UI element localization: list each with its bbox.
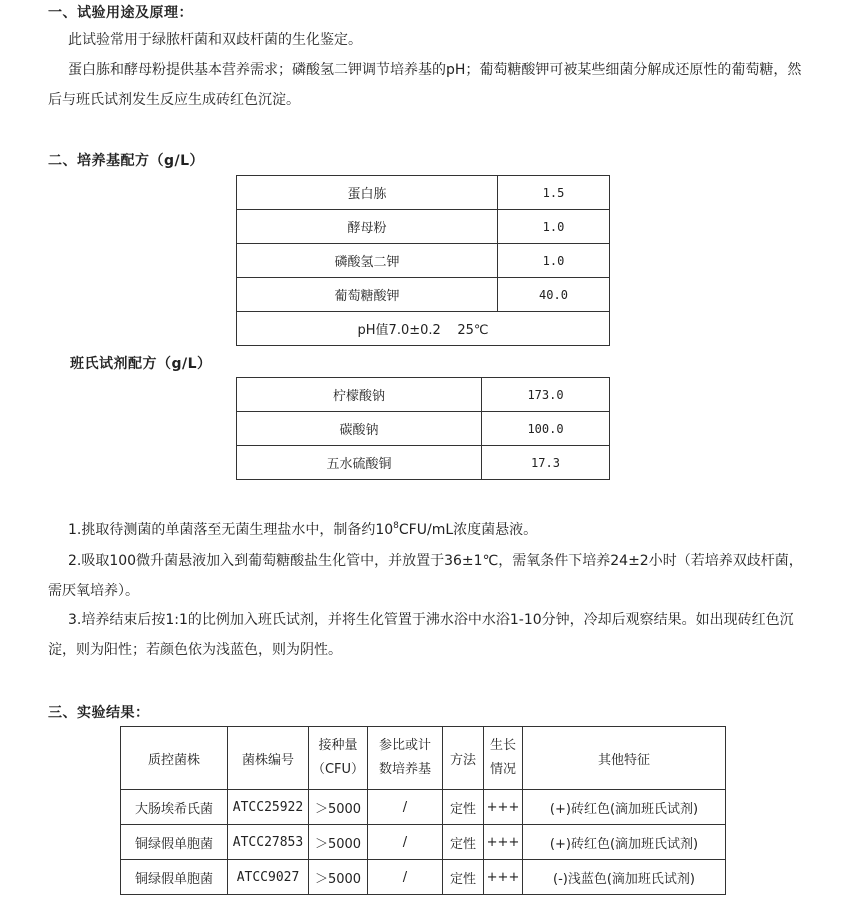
ingredient-value: 1.0	[498, 244, 610, 278]
reagent-value: 100.0	[482, 412, 610, 446]
reagent-heading: 班氏试剂配方（g/L）	[70, 356, 212, 372]
cell-reference: /	[368, 825, 443, 860]
cell-other: (-)浅蓝色(滴加班氏试剂)	[523, 860, 726, 895]
section-1-paragraph-1: 此试验常用于绿脓杆菌和双歧杆菌的生化鉴定。	[68, 32, 362, 48]
ingredient-value: 1.0	[498, 210, 610, 244]
cell-inoculum: ＞5000	[309, 825, 368, 860]
cell-method: 定性	[443, 860, 484, 895]
cell-other: (+)砖红色(滴加班氏试剂)	[523, 825, 726, 860]
cell-inoculum: ＞5000	[309, 860, 368, 895]
step-1	[48, 515, 808, 547]
ingredient-name: 蛋白胨	[237, 176, 498, 210]
cell-strain: 大肠埃希氏菌	[121, 790, 228, 825]
table-row	[237, 378, 610, 412]
cell-reference: /	[368, 790, 443, 825]
cell-code: ATCC25922	[228, 790, 309, 825]
table-row	[237, 278, 610, 312]
cell-growth: +++	[484, 825, 523, 860]
table-row	[237, 446, 610, 480]
header-growth: 生长 情况	[484, 727, 523, 790]
table-row	[121, 790, 726, 825]
table-row	[237, 176, 610, 210]
table-row	[237, 210, 610, 244]
step-1-text-a: 1.挑取待测菌的单菌落至无菌生理盐水中，制备约10	[68, 522, 394, 538]
table-row	[121, 825, 726, 860]
ingredient-name: 葡萄糖酸钾	[237, 278, 498, 312]
cell-inoculum: ＞5000	[309, 790, 368, 825]
reagent-name: 五水硫酸铜	[237, 446, 482, 480]
section-2-heading: 二、培养基配方（g/L）	[48, 153, 205, 169]
header-method: 方法	[443, 727, 484, 790]
ingredient-name: 磷酸氢二钾	[237, 244, 498, 278]
step-1-text-b: CFU/mL浓度菌悬液。	[398, 522, 538, 538]
medium-formula-table	[236, 175, 610, 346]
reagent-value: 173.0	[482, 378, 610, 412]
ingredient-name: 酵母粉	[237, 210, 498, 244]
ph-note: pH值7.0±0.2 25℃	[237, 312, 610, 346]
reagent-name: 碳酸钠	[237, 412, 482, 446]
header-code: 菌株编号	[228, 727, 309, 790]
reagent-value: 17.3	[482, 446, 610, 480]
table-header-row	[121, 727, 726, 790]
cell-growth: +++	[484, 790, 523, 825]
table-row	[237, 312, 610, 346]
cell-method: 定性	[443, 790, 484, 825]
cell-growth: +++	[484, 860, 523, 895]
reagent-name: 柠檬酸钠	[237, 378, 482, 412]
ingredient-value: 1.5	[498, 176, 610, 210]
reagent-formula-table	[236, 377, 610, 480]
cell-reference: /	[368, 860, 443, 895]
section-1-paragraph-2: 蛋白胨和酵母粉提供基本营养需求；磷酸氢二钾调节培养基的pH；葡萄糖酸钾可被某些细菌分解成还原性的葡萄糖，然后与班氏试剂发生反应生成砖红色沉淀。	[48, 62, 802, 108]
cell-code: ATCC27853	[228, 825, 309, 860]
results-table	[120, 726, 726, 895]
cell-strain: 铜绿假单胞菌	[121, 860, 228, 895]
section-3-heading: 三、实验结果：	[48, 705, 150, 721]
step-3: 3.培养结束后按1:1的比例加入班氏试剂，并将生化管置于沸水浴中水浴1-10分钟，冷却后观察结果。如出现砖红色沉淀，则为阳性；若颜色依为浅蓝色，则为阴性。	[48, 612, 794, 658]
step-2: 2.吸取100微升菌悬液加入到葡萄糖酸盐生化管中，并放置于36±1℃，需氧条件下培养24±2小时（若培养双歧杆菌，需厌氧培养）。	[48, 553, 803, 599]
header-reference-medium: 参比或计 数培养基	[368, 727, 443, 790]
ingredient-value: 40.0	[498, 278, 610, 312]
cell-method: 定性	[443, 825, 484, 860]
cell-strain: 铜绿假单胞菌	[121, 825, 228, 860]
header-strain: 质控菌株	[121, 727, 228, 790]
table-row	[121, 860, 726, 895]
table-row	[237, 412, 610, 446]
header-other-features: 其他特征	[523, 727, 726, 790]
step-1-exponent: 8	[393, 521, 399, 531]
cell-code: ATCC9027	[228, 860, 309, 895]
cell-other: (+)砖红色(滴加班氏试剂)	[523, 790, 726, 825]
section-1-heading: 一、试验用途及原理：	[48, 5, 193, 21]
header-inoculum: 接种量 （CFU）	[309, 727, 368, 790]
table-row	[237, 244, 610, 278]
